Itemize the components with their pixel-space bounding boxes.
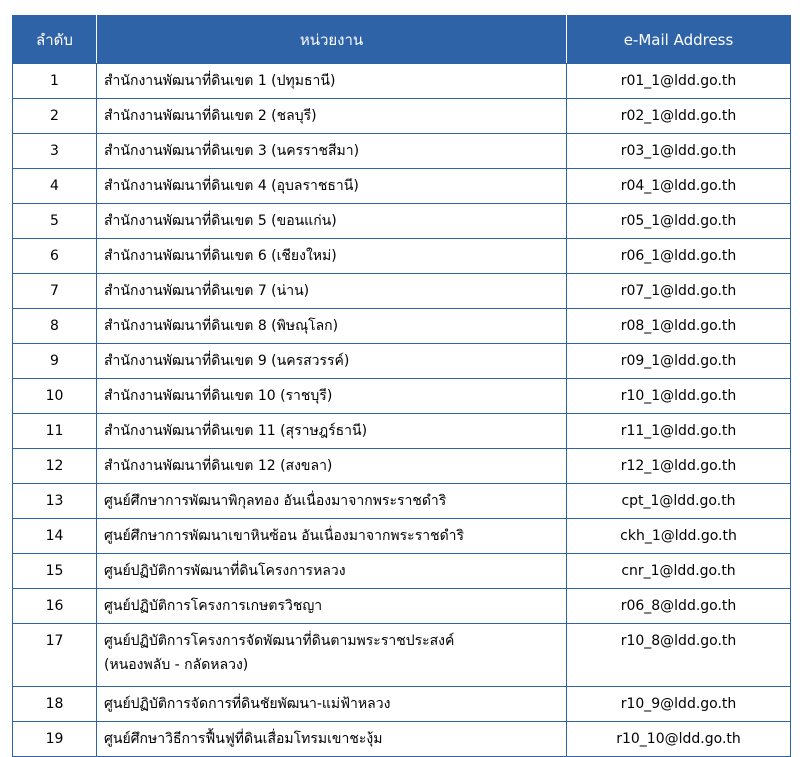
email-directory-table: [12, 15, 791, 757]
row-email-address: r03_1@ldd.go.th: [567, 134, 791, 169]
row-email-address: r05_1@ldd.go.th: [567, 204, 791, 239]
row-order-number: 3: [13, 134, 97, 169]
unit-name-line: สำนักงานพัฒนาที่ดินเขต 1 (ปทุมธานี): [104, 73, 336, 89]
table-row: [13, 449, 791, 484]
row-unit-name: [97, 309, 567, 344]
table-container: [12, 15, 791, 757]
row-order-number: 12: [13, 449, 97, 484]
table-row: [13, 722, 791, 757]
unit-name-line: สำนักงานพัฒนาที่ดินเขต 7 (น่าน): [104, 283, 310, 299]
row-unit-name: [97, 204, 567, 239]
table-row: [13, 344, 791, 379]
header-unit: หน่วยงาน: [97, 16, 567, 64]
unit-name-line: ศูนย์ศึกษาการพัฒนาเขาหินซ้อน อันเนื่องมาจากพระราชดำริ: [104, 528, 465, 544]
row-unit-name: [97, 344, 567, 379]
row-email-address: r07_1@ldd.go.th: [567, 274, 791, 309]
row-unit-name: [97, 484, 567, 519]
row-unit-name: [97, 519, 567, 554]
table-row: [13, 484, 791, 519]
table-row: [13, 519, 791, 554]
row-unit-name: [97, 554, 567, 589]
row-email-address: r12_1@ldd.go.th: [567, 449, 791, 484]
row-order-number: 5: [13, 204, 97, 239]
unit-name-line: ศูนย์ปฏิบัติการจัดการที่ดินชัยพัฒนา-แม่ฟ้าหลวง: [104, 696, 391, 712]
row-email-address: r10_8@ldd.go.th: [567, 624, 791, 687]
row-email-address: r04_1@ldd.go.th: [567, 169, 791, 204]
row-order-number: 1: [13, 64, 97, 99]
row-email-address: cnr_1@ldd.go.th: [567, 554, 791, 589]
table-row: [13, 554, 791, 589]
row-unit-name: [97, 589, 567, 624]
table-row: [13, 64, 791, 99]
row-email-address: r09_1@ldd.go.th: [567, 344, 791, 379]
row-order-number: 10: [13, 379, 97, 414]
table-body: [13, 64, 791, 757]
table-row: [13, 624, 791, 687]
row-unit-name: [97, 449, 567, 484]
unit-name-line: ศูนย์ศึกษาวิธีการฟื้นฟูที่ดินเสื่อมโทรมเขาชะงุ้ม: [104, 731, 383, 747]
row-unit-name: [97, 239, 567, 274]
table-row: [13, 134, 791, 169]
table-row: [13, 379, 791, 414]
row-email-address: r06_8@ldd.go.th: [567, 589, 791, 624]
row-order-number: 9: [13, 344, 97, 379]
row-order-number: 14: [13, 519, 97, 554]
unit-name-line: ศูนย์ปฏิบัติการโครงการเกษตรวิชญา: [104, 598, 323, 614]
row-unit-name: [97, 414, 567, 449]
row-order-number: 17: [13, 624, 97, 687]
table-row: [13, 204, 791, 239]
unit-name-line: (หนองพลับ - กลัดหลวง): [104, 657, 249, 673]
row-email-address: ckh_1@ldd.go.th: [567, 519, 791, 554]
row-email-address: r10_1@ldd.go.th: [567, 379, 791, 414]
row-unit-name: [97, 169, 567, 204]
row-unit-name: [97, 722, 567, 757]
row-order-number: 6: [13, 239, 97, 274]
table-row: [13, 239, 791, 274]
table-row: [13, 169, 791, 204]
row-email-address: r02_1@ldd.go.th: [567, 99, 791, 134]
row-email-address: r10_9@ldd.go.th: [567, 687, 791, 722]
unit-name-line: สำนักงานพัฒนาที่ดินเขต 9 (นครสวรรค์): [104, 353, 350, 369]
unit-name-line: ศูนย์ศึกษาการพัฒนาพิกุลทอง อันเนื่องมาจากพระราชดำริ: [104, 493, 447, 509]
row-order-number: 2: [13, 99, 97, 134]
table-row: [13, 274, 791, 309]
header-row: [13, 16, 791, 64]
header-email: e-Mail Address: [567, 16, 791, 64]
row-order-number: 8: [13, 309, 97, 344]
unit-name-line: สำนักงานพัฒนาที่ดินเขต 11 (สุราษฎร์ธานี): [104, 423, 368, 439]
unit-name-line: สำนักงานพัฒนาที่ดินเขต 2 (ชลบุรี): [104, 108, 317, 124]
table-row: [13, 99, 791, 134]
table-row: [13, 589, 791, 624]
unit-name-line: สำนักงานพัฒนาที่ดินเขต 8 (พิษณุโลก): [104, 318, 339, 334]
row-unit-name: [97, 64, 567, 99]
unit-name-line: ศูนย์ปฏิบัติการโครงการจัดพัฒนาที่ดินตามพระราชประสงค์: [104, 633, 455, 649]
unit-name-line: สำนักงานพัฒนาที่ดินเขต 6 (เชียงใหม่): [104, 248, 337, 264]
row-order-number: 4: [13, 169, 97, 204]
row-order-number: 13: [13, 484, 97, 519]
unit-name-line: สำนักงานพัฒนาที่ดินเขต 12 (สงขลา): [104, 458, 333, 474]
row-email-address: r11_1@ldd.go.th: [567, 414, 791, 449]
row-unit-name: [97, 99, 567, 134]
row-order-number: 18: [13, 687, 97, 722]
row-order-number: 19: [13, 722, 97, 757]
row-unit-name: [97, 274, 567, 309]
table-row: [13, 309, 791, 344]
unit-name-line: สำนักงานพัฒนาที่ดินเขต 3 (นครราชสีมา): [104, 143, 360, 159]
unit-name-line: ศูนย์ปฏิบัติการพัฒนาที่ดินโครงการหลวง: [104, 563, 346, 579]
row-order-number: 15: [13, 554, 97, 589]
row-email-address: cpt_1@ldd.go.th: [567, 484, 791, 519]
header-order: ลำดับ: [13, 16, 97, 64]
row-unit-name: [97, 379, 567, 414]
row-unit-name: [97, 134, 567, 169]
row-order-number: 7: [13, 274, 97, 309]
table-row: [13, 414, 791, 449]
unit-name-line: สำนักงานพัฒนาที่ดินเขต 5 (ขอนแก่น): [104, 213, 337, 229]
row-order-number: 11: [13, 414, 97, 449]
row-unit-name: [97, 624, 567, 687]
unit-name-line: สำนักงานพัฒนาที่ดินเขต 10 (ราชบุรี): [104, 388, 333, 404]
unit-name-line: สำนักงานพัฒนาที่ดินเขต 4 (อุบลราชธานี): [104, 178, 359, 194]
row-order-number: 16: [13, 589, 97, 624]
row-email-address: r06_1@ldd.go.th: [567, 239, 791, 274]
row-email-address: r01_1@ldd.go.th: [567, 64, 791, 99]
row-unit-name: [97, 687, 567, 722]
row-email-address: r08_1@ldd.go.th: [567, 309, 791, 344]
table-header: [13, 16, 791, 64]
table-row: [13, 687, 791, 722]
row-email-address: r10_10@ldd.go.th: [567, 722, 791, 757]
